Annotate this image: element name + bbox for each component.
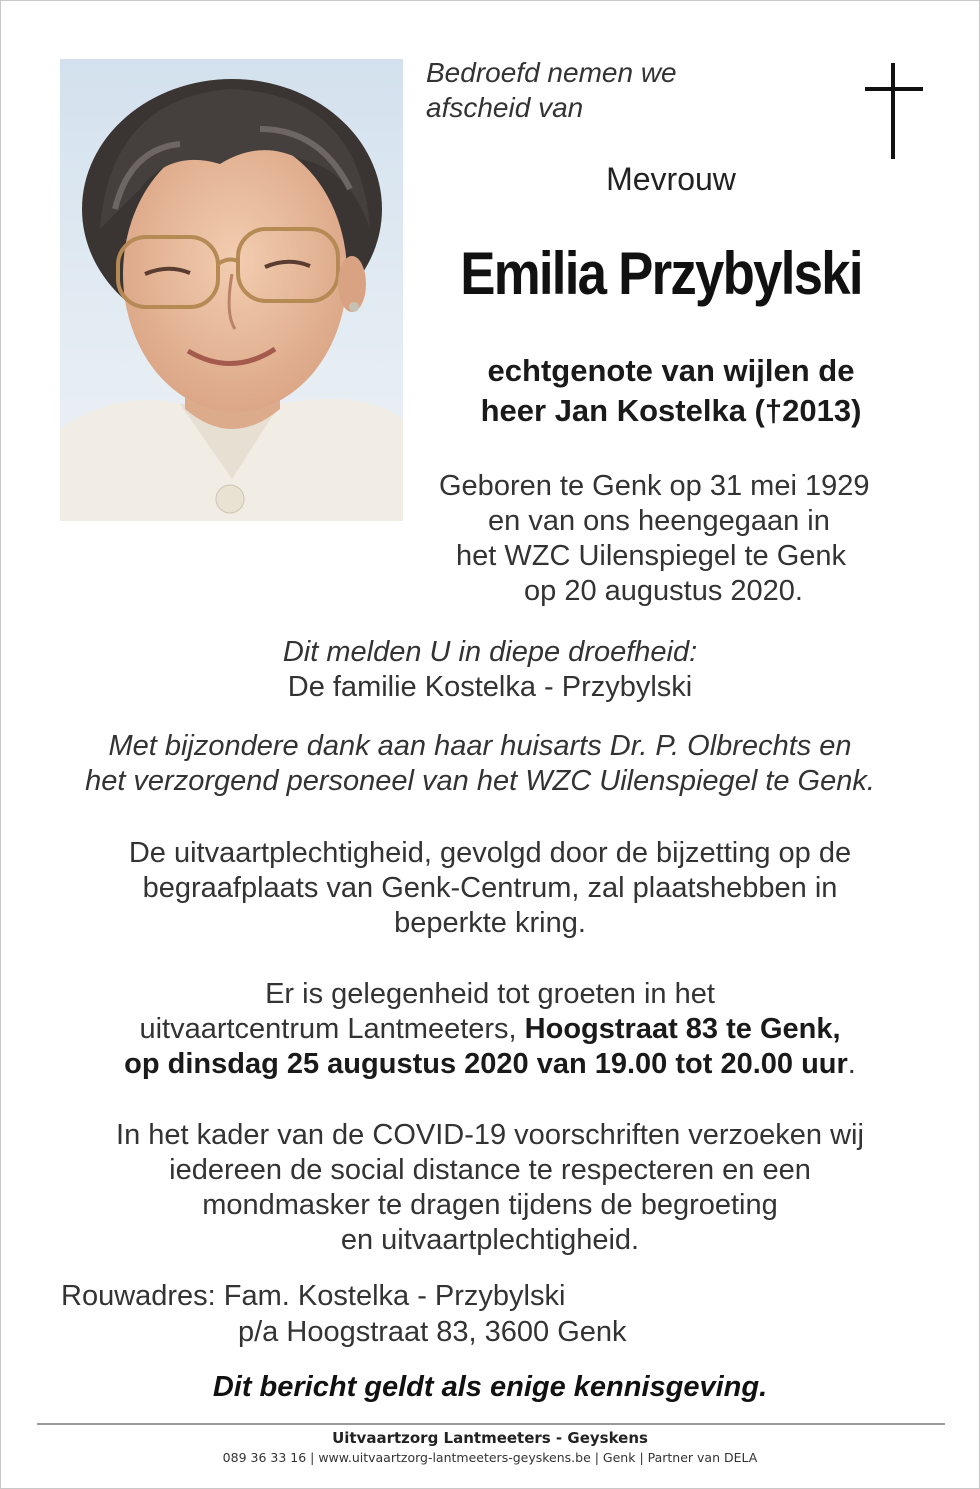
funeral-home-contact: 089 36 33 16 | www.uitvaartzorg-lantmeeters-geyskens.be | Genk | Partner van DELA: [222, 1450, 758, 1465]
birth-line: en van ons heengegaan in: [488, 505, 830, 537]
visitation-line: [1, 1012, 979, 1047]
spouse-line: echtgenote van wijlen de: [487, 353, 855, 388]
visitation-address: Hoogstraat 83 te Genk,: [524, 1013, 841, 1045]
covid-line: mondmasker te dragen tijdens de begroeting: [202, 1189, 778, 1221]
thanks-line: Met bijzondere dank aan haar huisarts Dr. P. Olbrechts en: [108, 730, 852, 762]
covid-line: In het kader van de COVID-19 voorschriften verzoeken wij: [116, 1119, 864, 1151]
ceremony-line: beperkte kring.: [394, 907, 586, 939]
address-line: p/a Hoogstraat 83, 3600 Genk: [238, 1316, 627, 1348]
ceremony-text: [1, 836, 979, 941]
visitation-venue: uitvaartcentrum Lantmeeters,: [139, 1013, 525, 1045]
thanks-text: [0, 729, 969, 799]
closing-statement: Dit bericht geldt als enige kennisgeving.: [212, 1371, 768, 1403]
birth-death-info: [401, 469, 946, 609]
covid-line: en uitvaartplechtigheid.: [340, 1224, 640, 1256]
intro-line: Bedroefd nemen we: [426, 57, 677, 88]
intro-text: [426, 55, 677, 125]
family-name: De familie Kostelka - Przybylski: [287, 671, 693, 703]
family-announcement: [1, 635, 979, 705]
ceremony-line: De uitvaartplechtigheid, gevolgd door de bijzetting op de: [128, 837, 852, 869]
spouse-info: [421, 351, 921, 431]
visitation-datetime: op dinsdag 25 augustus 2020 van 19.00 tot 20.00 uur: [124, 1048, 848, 1080]
footer-divider: [37, 1423, 945, 1425]
ceremony-line: begraafplaats van Genk-Centrum, zal plaatshebben in: [142, 872, 838, 904]
birth-line: Geboren te Genk op 31 mei 1929: [439, 470, 870, 502]
birth-line: op 20 augustus 2020.: [524, 575, 803, 607]
thanks-line: het verzorgend personeel van het WZC Uilenspiegel te Genk.: [85, 765, 875, 797]
spouse-line: heer Jan Kostelka (†2013): [480, 393, 862, 428]
mourning-address: [61, 1278, 627, 1350]
birth-line: het WZC Uilenspiegel te Genk: [456, 540, 847, 572]
visitation-line: [1, 1047, 979, 1082]
address-line: Rouwadres: Fam. Kostelka - Przybylski: [61, 1280, 566, 1312]
visitation-line: Er is gelegenheid tot groeten in het: [265, 978, 715, 1010]
covid-text: [1, 1118, 979, 1258]
cross-icon: [865, 63, 923, 159]
covid-line: iedereen de social distance te respecteren en een: [169, 1154, 811, 1186]
funeral-home-name: Uitvaartzorg Lantmeeters - Geyskens: [332, 1429, 648, 1447]
intro-line: afscheid van: [426, 92, 584, 123]
honorific: Mevrouw: [606, 161, 736, 197]
portrait-photo: [60, 59, 403, 521]
announcement-line: Dit melden U in diepe droefheid:: [282, 636, 698, 668]
deceased-name: Emilia Przybylski: [460, 240, 862, 307]
visitation-period: .: [847, 1048, 856, 1080]
visitation-text: [1, 977, 979, 1082]
